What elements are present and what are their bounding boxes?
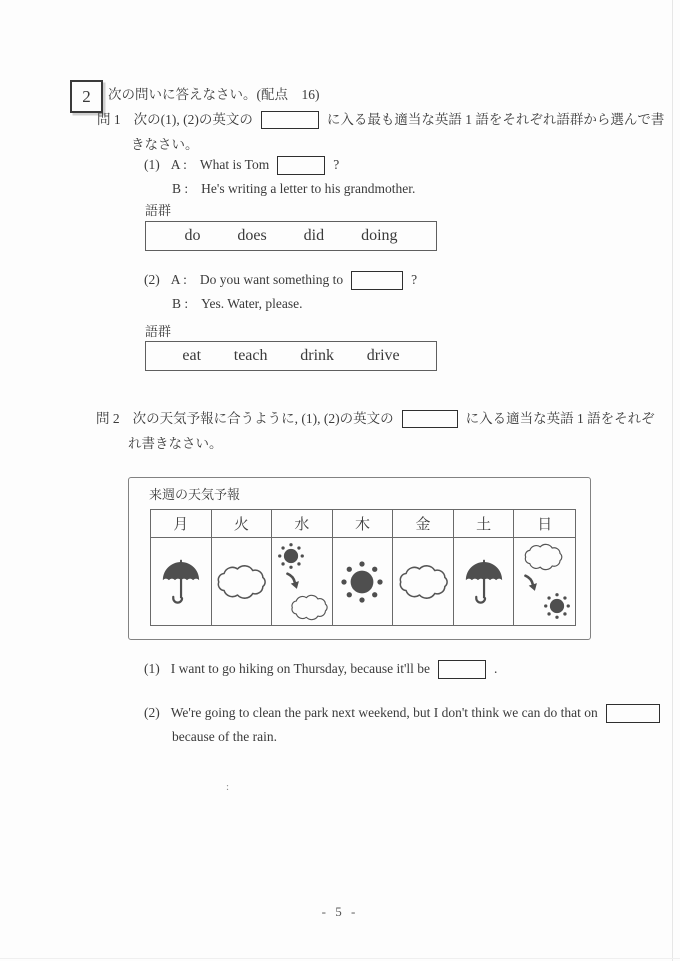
forecast-day-row xyxy=(151,510,575,538)
arrow-down-right-icon xyxy=(522,574,541,593)
q2-instruction-line1 xyxy=(96,410,655,428)
word-item: drive xyxy=(366,347,400,364)
answer-blank xyxy=(438,660,486,679)
sun-icon xyxy=(338,558,386,606)
q1-instruction-after: に入る最も適当な英語 1 語をそれぞれ語群から選んで書 xyxy=(326,111,665,127)
cloud-icon xyxy=(397,564,449,600)
forecast-icon-row xyxy=(151,538,575,625)
weather-cell xyxy=(212,538,273,625)
answer-blank xyxy=(402,410,458,428)
section-number: 2 xyxy=(82,86,91,106)
section-number-box xyxy=(70,80,103,113)
cloud-icon xyxy=(289,594,329,621)
q2-instruction-line2: れ書きなさい。 xyxy=(128,436,223,451)
sentence-suffix: . xyxy=(494,661,498,677)
day-header-cell: 木 xyxy=(333,510,394,538)
item-number: (1) xyxy=(144,157,160,173)
item-number: (2) xyxy=(144,705,160,721)
speaker-label: A : xyxy=(170,272,187,288)
answer-blank xyxy=(606,704,660,723)
umbrella-icon xyxy=(160,559,202,605)
answer-blank xyxy=(261,111,319,129)
word-item: drink xyxy=(300,347,335,364)
word-item: eat xyxy=(182,347,202,364)
answer-blank xyxy=(277,156,325,175)
day-header-cell: 月 xyxy=(151,510,212,538)
q2-instruction-before: 次の天気予報に合うように, (1), (2)の英文の xyxy=(132,410,394,426)
dialogue-text: Do you want something to xyxy=(199,272,344,288)
weather-cell xyxy=(454,538,515,625)
word-item: teach xyxy=(233,347,268,364)
q1-instruction-line1 xyxy=(97,111,664,129)
wordbank1-label: 語群 xyxy=(145,203,172,218)
q2-item2-line1 xyxy=(144,704,668,723)
day-header-cell: 土 xyxy=(454,510,515,538)
scan-edge-line xyxy=(672,0,673,961)
sun-icon xyxy=(542,591,572,621)
arrow-down-right-icon xyxy=(284,572,303,591)
q1-instruction-before: 次の(1), (2)の英文の xyxy=(133,111,253,127)
weather-cell xyxy=(151,538,212,625)
wordbank2-label: 語群 xyxy=(145,324,172,339)
cloud-then-sun-icon xyxy=(516,541,574,623)
q1-instruction-line2: きなさい。 xyxy=(131,137,199,152)
wordbank1-box xyxy=(145,221,437,251)
dialogue-text: What is Tom xyxy=(199,157,270,173)
cloud-icon xyxy=(522,543,564,571)
q1-item2-line-a xyxy=(144,271,417,290)
q2-instruction-after: に入る適当な英語 1 語をそれぞ xyxy=(465,410,655,426)
weather-cell xyxy=(333,538,394,625)
word-item: do xyxy=(184,227,201,244)
q2-label: 問 2 xyxy=(96,410,120,426)
q1-item2-line-b xyxy=(172,296,303,313)
forecast-table xyxy=(150,509,576,626)
umbrella-icon xyxy=(463,559,505,605)
item-number: (1) xyxy=(144,661,160,677)
sun-then-cloud-icon xyxy=(273,541,331,623)
q1-label: 問 1 xyxy=(97,111,121,127)
scan-bottom-edge xyxy=(0,958,680,959)
answer-blank xyxy=(351,271,403,290)
wordbank2-box xyxy=(145,341,437,371)
stray-mark: : xyxy=(226,781,230,793)
dialogue-text: Yes. Water, please. xyxy=(201,296,303,311)
day-header-cell: 日 xyxy=(514,510,575,538)
q2-item2-line2: because of the rain. xyxy=(172,729,277,744)
sun-icon xyxy=(276,541,306,571)
weather-cell xyxy=(272,538,333,625)
dialogue-suffix: ? xyxy=(411,272,418,288)
forecast-title: 来週の天気予報 xyxy=(149,487,241,502)
weather-forecast-panel xyxy=(128,477,591,640)
sentence-text: I want to go hiking on Thursday, because it'll be xyxy=(170,661,431,677)
day-header-cell: 金 xyxy=(393,510,454,538)
page-number: - 5 - xyxy=(321,904,359,919)
speaker-label: B : xyxy=(172,296,189,311)
weather-cell xyxy=(514,538,575,625)
word-item: did xyxy=(303,227,325,244)
cloud-icon xyxy=(215,564,267,600)
dialogue-suffix: ? xyxy=(333,157,340,173)
day-header-cell: 水 xyxy=(272,510,333,538)
item-number: (2) xyxy=(144,272,160,288)
q2-item1-line xyxy=(144,660,497,679)
speaker-label: B : xyxy=(172,181,189,196)
q1-item1-line-a xyxy=(144,156,339,175)
q1-item1-line-b xyxy=(172,181,415,198)
sentence-text: We're going to clean the park next weekend, but I don't think we can do that on xyxy=(170,705,598,721)
dialogue-text: He's writing a letter to his grandmother. xyxy=(201,181,416,196)
word-item: doing xyxy=(361,227,398,244)
speaker-label: A : xyxy=(170,157,187,173)
day-header-cell: 火 xyxy=(212,510,273,538)
word-item: does xyxy=(237,227,267,244)
section-title: 次の問いに答えなさい。(配点 16) xyxy=(108,87,320,102)
weather-cell xyxy=(393,538,454,625)
